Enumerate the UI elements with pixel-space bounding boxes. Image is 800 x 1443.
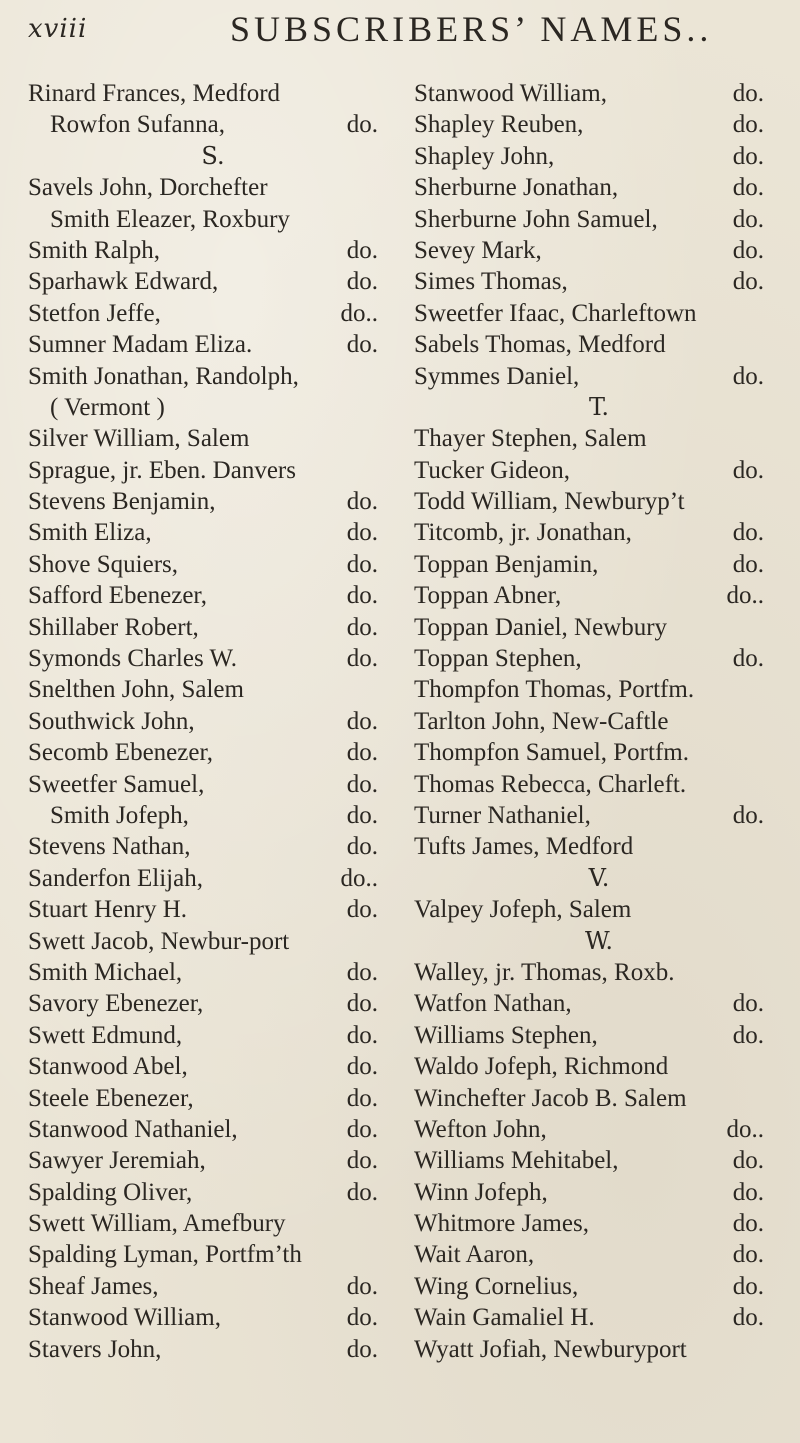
subscriber-place: do.	[346, 1147, 378, 1175]
subscriber-name: Thomas Rebecca, Charleft.	[414, 770, 687, 798]
subscriber-name: Spalding Lyman, Portfm’th	[28, 1241, 302, 1269]
subscriber-place	[378, 392, 398, 423]
subscriber-name: Snelthen John, Salem	[28, 676, 244, 704]
subscriber-place	[378, 204, 398, 235]
subscriber-name: Sweetfer Ifaac, Charleftown	[414, 299, 697, 327]
subscriber-entry	[28, 800, 398, 831]
subscriber-place: do.	[732, 268, 764, 296]
subscriber-entry	[28, 1083, 398, 1114]
subscriber-entry	[28, 674, 398, 705]
subscriber-place	[378, 172, 398, 203]
subscriber-place: do.	[732, 111, 764, 139]
subscriber-entry	[414, 235, 784, 266]
subscriber-name: Toppan Stephen,	[414, 645, 582, 673]
subscriber-entry	[28, 78, 398, 109]
subscriber-entry	[414, 1239, 784, 1270]
subscriber-place: do.	[732, 1272, 764, 1300]
subscriber-name: Sprague, jr. Eben. Danvers	[28, 456, 296, 484]
subscriber-place: do.	[346, 1272, 378, 1300]
subscriber-place: do.	[346, 1084, 378, 1112]
subscriber-entry	[28, 266, 398, 297]
subscriber-name: Stanwood Abel,	[28, 1053, 188, 1081]
subscriber-name: Swett Jacob, Newbur-port	[28, 927, 290, 955]
subscriber-entry	[28, 204, 398, 235]
subscriber-place: do.	[346, 770, 378, 798]
subscriber-entry	[28, 1271, 398, 1302]
subscriber-entry	[414, 266, 784, 297]
subscriber-entry	[28, 235, 398, 266]
subscriber-entry	[414, 298, 784, 329]
subscriber-place	[378, 423, 398, 454]
subscriber-place: do.	[732, 1210, 764, 1238]
subscriber-name: Sheaf James,	[28, 1272, 159, 1300]
subscriber-place	[764, 831, 784, 862]
subscriber-name: Sabels Thomas, Medford	[414, 331, 666, 359]
subscriber-place	[764, 1083, 784, 1114]
subscriber-name: Stevens Nathan,	[28, 833, 191, 861]
subscriber-name: Sherburne Jonathan,	[414, 174, 619, 202]
subscriber-name: Smith Michael,	[28, 958, 183, 986]
subscriber-name: Stanwood Nathaniel,	[28, 1115, 238, 1143]
subscriber-name: Swett Edmund,	[28, 1021, 183, 1049]
subscriber-entry	[414, 486, 784, 517]
subscriber-entry	[414, 1302, 784, 1333]
page-number: xviii	[28, 14, 88, 44]
subscriber-place: do.	[346, 1178, 378, 1206]
subscriber-place: do.	[732, 519, 764, 547]
subscriber-name: Walley, jr. Thomas, Roxb.	[414, 958, 675, 986]
subscriber-place: do.	[346, 958, 378, 986]
subscriber-name: Silver William, Salem	[28, 425, 250, 453]
subscriber-name: Titcomb, jr. Jonathan,	[414, 519, 632, 547]
subscriber-name: Valpey Jofeph, Salem	[414, 896, 632, 924]
subscriber-entry	[414, 580, 784, 611]
subscriber-place: do.	[346, 1115, 378, 1143]
subscriber-place: do..	[726, 1115, 764, 1143]
subscriber-entry	[414, 204, 784, 235]
subscriber-place	[764, 486, 784, 517]
subscriber-name: Stavers John,	[28, 1335, 162, 1363]
subscriber-entry	[28, 1114, 398, 1145]
subscriber-entry	[414, 769, 784, 800]
subscriber-entry	[28, 1208, 398, 1239]
subscriber-name: Wait Aaron,	[414, 1241, 535, 1269]
left-column	[28, 78, 398, 1365]
subscriber-name: Tarlton John, New-Caftle	[414, 707, 669, 735]
subscriber-entry	[28, 423, 398, 454]
subscriber-name: Savels John, Dorchefter	[28, 174, 268, 202]
subscriber-name: Sanderfon Elijah,	[28, 864, 203, 892]
subscriber-place	[764, 769, 784, 800]
subscriber-name: Smith Jofeph,	[50, 801, 189, 829]
subscriber-entry	[414, 78, 784, 109]
subscriber-entry	[28, 580, 398, 611]
subscriber-name: Stuart Henry H.	[28, 896, 187, 924]
subscriber-entry	[414, 172, 784, 203]
subscriber-place	[764, 298, 784, 329]
subscriber-place: do.	[732, 645, 764, 673]
subscriber-name: Smith Jonathan, Randolph,	[28, 362, 299, 390]
subscriber-place: do.	[346, 268, 378, 296]
subscriber-place: do.	[732, 1304, 764, 1332]
subscriber-name: Wain Gamaliel H.	[414, 1304, 595, 1332]
page-header	[0, 0, 800, 70]
subscriber-entry	[414, 109, 784, 140]
subscriber-entry	[414, 1114, 784, 1145]
subscriber-name: Shove Squiers,	[28, 550, 178, 578]
subscriber-place	[378, 455, 398, 486]
subscriber-place: do.	[732, 456, 764, 484]
subscriber-place	[764, 706, 784, 737]
subscriber-name: Symmes Daniel,	[414, 362, 580, 390]
subscriber-entry	[414, 1145, 784, 1176]
subscriber-name: Shapley John,	[414, 142, 555, 170]
subscriber-entry	[414, 549, 784, 580]
subscriber-name: Wyatt Jofiah, Newburyport	[414, 1335, 687, 1363]
subscriber-place: do.	[346, 519, 378, 547]
subscriber-entry	[28, 926, 398, 957]
subscriber-place: do.	[732, 1021, 764, 1049]
subscriber-entry	[28, 612, 398, 643]
subscriber-place	[764, 423, 784, 454]
subscriber-entry	[28, 1177, 398, 1208]
subscriber-place: do.	[732, 990, 764, 1018]
subscriber-entry	[28, 361, 398, 392]
subscriber-place: do.	[346, 896, 378, 924]
subscriber-entry	[414, 1020, 784, 1051]
subscriber-entry	[28, 894, 398, 925]
subscriber-name: Stevens Benjamin,	[28, 488, 216, 516]
subscriber-place: do..	[340, 299, 378, 327]
subscriber-place: do.	[732, 174, 764, 202]
subscriber-place: do.	[346, 613, 378, 641]
section-letter: S.	[201, 141, 225, 170]
subscriber-place	[378, 1208, 398, 1239]
subscriber-entry	[414, 329, 784, 360]
subscriber-entry	[28, 455, 398, 486]
subscriber-name: Toppan Daniel, Newbury	[414, 613, 668, 641]
subscriber-name: Simes Thomas,	[414, 268, 568, 296]
subscriber-place: do.	[346, 990, 378, 1018]
subscriber-place: do.	[732, 142, 764, 170]
subscriber-place: do.	[346, 1021, 378, 1049]
subscriber-entry	[414, 1208, 784, 1239]
subscriber-place	[378, 926, 398, 957]
subscriber-name: Stanwood William,	[414, 80, 607, 107]
subscriber-place: do.	[346, 582, 378, 610]
subscriber-place	[764, 1051, 784, 1082]
subscriber-place: do.	[732, 236, 764, 264]
subscriber-name: Shapley Reuben,	[414, 111, 584, 139]
subscriber-name: Wing Cornelius,	[414, 1272, 579, 1300]
subscriber-entry	[414, 831, 784, 862]
subscriber-entry	[414, 141, 784, 172]
subscriber-place: do.	[732, 362, 764, 390]
subscriber-entry	[414, 737, 784, 768]
subscriber-entry	[28, 549, 398, 580]
subscriber-entry	[414, 1271, 784, 1302]
subscriber-name: Williams Stephen,	[414, 1021, 598, 1049]
subscriber-name: Tufts James, Medford	[414, 833, 634, 861]
subscriber-place: do.	[346, 331, 378, 359]
subscriber-place: do.	[732, 205, 764, 233]
subscriber-name: Rowfon Sufanna,	[50, 111, 225, 139]
section-letter: T.	[588, 392, 610, 421]
subscriber-place	[378, 78, 398, 109]
subscriber-name: Steele Ebenezer,	[28, 1084, 194, 1112]
subscriber-place: do.	[732, 550, 764, 578]
subscriber-place	[764, 329, 784, 360]
subscriber-name: Williams Mehitabel,	[414, 1147, 619, 1175]
subscriber-place: do.	[732, 1178, 764, 1206]
subscriber-name: Sweetfer Samuel,	[28, 770, 205, 798]
subscriber-entry	[414, 517, 784, 548]
subscriber-name: ( Vermont )	[50, 393, 165, 421]
subscriber-name: Sevey Mark,	[414, 236, 542, 264]
subscriber-entry	[28, 298, 398, 329]
subscriber-name: Spalding Oliver,	[28, 1178, 193, 1206]
subscriber-name: Todd William, Newburyp’t	[414, 488, 685, 516]
subscriber-entry	[28, 1051, 398, 1082]
subscriber-place: do.	[346, 1335, 378, 1363]
subscriber-place: do.	[346, 1304, 378, 1332]
subscriber-place: do.	[346, 739, 378, 767]
subscriber-place: do.	[732, 1147, 764, 1175]
subscriber-name: Watfon Nathan,	[414, 990, 572, 1018]
subscriber-entry	[414, 423, 784, 454]
subscriber-place	[764, 674, 784, 705]
subscriber-entry	[28, 109, 398, 140]
subscriber-place: do..	[726, 582, 764, 610]
subscriber-entry	[28, 988, 398, 1019]
subscriber-place	[764, 894, 784, 925]
subscriber-entry	[414, 1083, 784, 1114]
subscriber-name: Turner Nathaniel,	[414, 801, 591, 829]
subscriber-name: Waldo Jofeph, Richmond	[414, 1053, 669, 1081]
subscriber-entry	[414, 894, 784, 925]
subscriber-name: Winchefter Jacob B. Salem	[414, 1084, 687, 1112]
subscriber-place: do.	[346, 111, 378, 139]
subscriber-name: Wefton John,	[414, 1115, 547, 1143]
subscriber-entry	[414, 1334, 784, 1365]
subscriber-place	[378, 361, 398, 392]
subscriber-entry	[28, 329, 398, 360]
subscriber-entry	[28, 957, 398, 988]
subscriber-entry	[414, 706, 784, 737]
subscriber-place: do.	[346, 707, 378, 735]
subscriber-entry	[28, 1334, 398, 1365]
subscriber-name: Sawyer Jeremiah,	[28, 1147, 206, 1175]
subscriber-entry	[28, 1020, 398, 1051]
subscriber-name: Toppan Benjamin,	[414, 550, 599, 578]
subscriber-name: Winn Jofeph,	[414, 1178, 548, 1206]
subscriber-entry	[414, 361, 784, 392]
subscriber-entry	[414, 612, 784, 643]
subscriber-entry	[28, 737, 398, 768]
subscriber-place: do..	[340, 864, 378, 892]
subscriber-name: Smith Ralph,	[28, 236, 160, 264]
section-letter: W.	[584, 926, 614, 955]
subscriber-name: Toppan Abner,	[414, 582, 562, 610]
subscriber-name: Savory Ebenezer,	[28, 990, 204, 1018]
subscriber-entry	[414, 674, 784, 705]
subscriber-entry	[28, 486, 398, 517]
subscriber-entry	[28, 1302, 398, 1333]
subscriber-entry	[28, 643, 398, 674]
subscriber-place: do.	[346, 236, 378, 264]
subscriber-entry	[414, 988, 784, 1019]
subscriber-name: Southwick John,	[28, 707, 195, 735]
subscriber-entry	[414, 800, 784, 831]
subscriber-place: do.	[346, 488, 378, 516]
subscriber-name: Sumner Madam Eliza.	[28, 331, 253, 359]
subscriber-entry	[28, 392, 398, 423]
subscriber-name: Smith Eleazer, Roxbury	[50, 205, 290, 233]
subscriber-place: do.	[732, 801, 764, 829]
right-column	[414, 78, 784, 1365]
subscriber-entry	[28, 1239, 398, 1270]
subscriber-place: do.	[346, 550, 378, 578]
subscriber-entry	[28, 831, 398, 862]
subscriber-name: Smith Eliza,	[28, 519, 152, 547]
subscriber-entry	[28, 706, 398, 737]
subscriber-place	[764, 957, 784, 988]
subscriber-place	[378, 1239, 398, 1270]
subscriber-name: Stanwood William,	[28, 1304, 221, 1332]
subscriber-name: Shillaber Robert,	[28, 613, 199, 641]
subscriber-entry	[28, 517, 398, 548]
subscriber-place	[378, 674, 398, 705]
subscriber-place: do.	[732, 1241, 764, 1269]
subscriber-place	[764, 737, 784, 768]
subscriber-name: Symonds Charles W.	[28, 645, 238, 673]
subscriber-place: do.	[346, 645, 378, 673]
subscriber-entry	[414, 1177, 784, 1208]
subscriber-place: do.	[732, 80, 764, 107]
subscriber-entry	[28, 172, 398, 203]
subscriber-name: Swett William, Amefbury	[28, 1210, 286, 1238]
subscriber-place: do.	[346, 833, 378, 861]
subscriber-entry	[414, 455, 784, 486]
subscriber-entry	[414, 643, 784, 674]
subscriber-entry	[414, 1051, 784, 1082]
subscriber-name: Rinard Frances, Medford	[28, 80, 281, 107]
subscriber-place: do.	[346, 1053, 378, 1081]
subscriber-place	[764, 1334, 784, 1365]
subscriber-name: Whitmore James,	[414, 1210, 589, 1238]
subscriber-name: Tucker Gideon,	[414, 456, 571, 484]
subscriber-name: Sherburne John Samuel,	[414, 205, 658, 233]
subscriber-entry	[414, 957, 784, 988]
subscriber-place: do.	[346, 801, 378, 829]
subscriber-name: Stetfon Jeffe,	[28, 299, 161, 327]
subscriber-name: Thompfon Samuel, Portfm.	[414, 739, 689, 767]
running-head-title: SUBSCRIBERS’ NAMES..	[230, 9, 713, 49]
subscriber-name: Safford Ebenezer,	[28, 582, 208, 610]
subscriber-name: Thompfon Thomas, Portfm.	[414, 676, 695, 704]
subscriber-place	[764, 612, 784, 643]
subscriber-entry	[28, 769, 398, 800]
section-letter: V.	[588, 863, 610, 892]
subscriber-name: Secomb Ebenezer,	[28, 739, 214, 767]
subscriber-entry	[28, 1145, 398, 1176]
subscriber-entry	[28, 863, 398, 894]
subscriber-name: Sparhawk Edward,	[28, 268, 219, 296]
subscriber-name: Thayer Stephen, Salem	[414, 425, 647, 453]
